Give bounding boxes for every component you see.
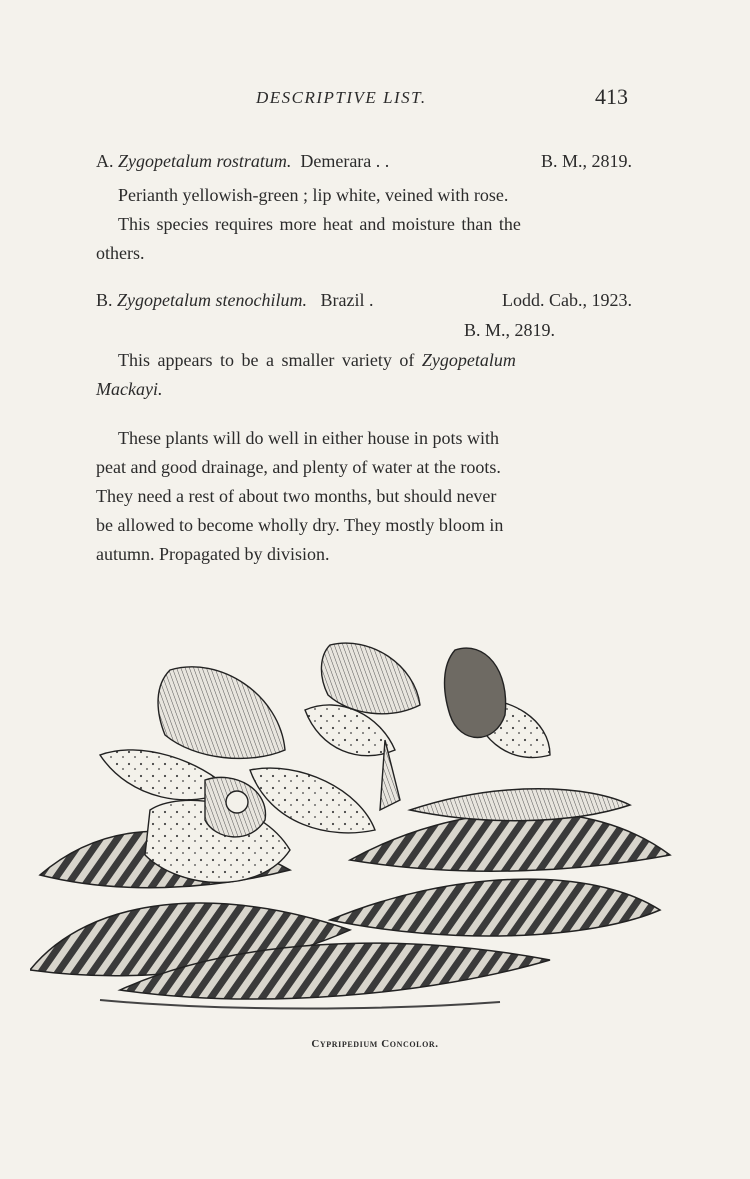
- entry-b-locality: Brazil .: [320, 290, 374, 310]
- entry-b-letter: B.: [96, 290, 113, 310]
- flower-right: [305, 643, 550, 810]
- entry-a-reference: B. M., 2819.: [540, 151, 632, 171]
- page-number: 413: [595, 84, 628, 109]
- petal-dorsal-left: [158, 667, 285, 759]
- entry-a-species: Zygopetalum rostratum.: [118, 151, 292, 171]
- leaf-right-lower: [330, 879, 660, 936]
- entry-b-note-line1: [118, 346, 516, 375]
- entry-b-species: Zygopetalum stenochilum.: [117, 290, 307, 310]
- culture-line-1: These plants will do well in either house in pots with: [118, 428, 499, 448]
- petal-side-right: [250, 768, 375, 833]
- entry-b-reference-2: B. M., 2819.: [464, 320, 556, 340]
- leaf-back-right: [410, 789, 630, 821]
- figure-caption: Cypripedium Concolor.: [311, 1038, 439, 1050]
- petal-dorsal-right: [321, 643, 420, 714]
- culture-paragraph: [96, 424, 632, 574]
- entry-b-note-line2: Mackayi.: [96, 379, 163, 399]
- running-head-title: DESCRIPTIVE LIST.: [256, 88, 427, 107]
- running-head: [96, 86, 632, 116]
- bud: [445, 648, 506, 737]
- orchid-engraving: [30, 640, 680, 1020]
- entry-b-reference-1: Lodd. Cab., 1923.: [502, 290, 632, 310]
- culture-line-3: They need a rest of about two months, but should never: [96, 486, 497, 506]
- entry-a-heading: [96, 147, 389, 176]
- ground-shading: [100, 1000, 500, 1009]
- entry-b-note-text: This appears to be a smaller variety of: [118, 350, 422, 370]
- entry-a: [96, 147, 632, 267]
- entry-b-heading: [96, 286, 373, 315]
- column: [226, 791, 248, 813]
- entry-a-note-line2: others.: [96, 243, 145, 263]
- entry-b: [96, 286, 632, 406]
- entry-a-description: Perianth yellowish-green ; lip white, veined with rose.: [118, 185, 509, 205]
- entry-a-letter: A.: [96, 151, 114, 171]
- culture-line-4: be allowed to become wholly dry. They mostly bloom in: [96, 515, 504, 535]
- entry-a-note-line1: This species requires more heat and moisture than the: [118, 214, 521, 234]
- entry-b-note-genus: Zygopetalum: [421, 350, 516, 370]
- culture-line-2: peat and good drainage, and plenty of water at the roots.: [96, 457, 501, 477]
- culture-line-5: autumn. Propagated by division.: [96, 544, 330, 564]
- entry-a-locality: Demerara . .: [300, 151, 390, 171]
